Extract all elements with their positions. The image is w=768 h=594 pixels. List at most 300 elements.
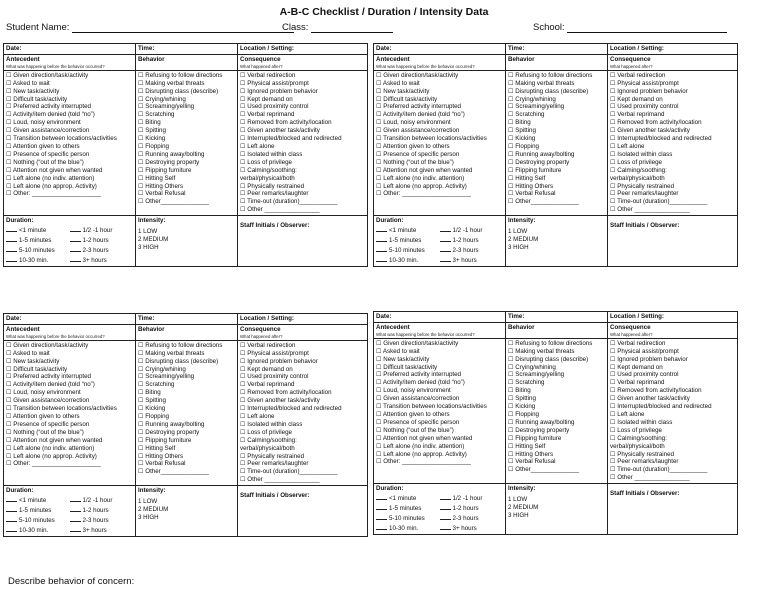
checklist-item[interactable]: ☐ Other______________ (138, 468, 209, 476)
checklist-item[interactable]: ☐ Left alone (610, 410, 645, 418)
checklist-item[interactable]: ☐ Loud, noisy environment (6, 389, 81, 397)
duration-option[interactable] (6, 235, 70, 245)
checklist-item[interactable]: ☐ Other: ____________________ (6, 460, 102, 468)
checklist-item[interactable]: ☐ Kicking (138, 135, 166, 143)
checklist-item[interactable]: ☐ Other______________ (508, 466, 579, 474)
location-field[interactable]: Location / Setting: (610, 45, 664, 52)
checklist-item[interactable]: ☐ Other______________ (508, 198, 579, 206)
checklist-item[interactable]: ☐ Left alone (no indiv. attention) (376, 442, 465, 450)
intensity-option[interactable]: 2 MEDIUM (508, 503, 539, 511)
checklist-item[interactable]: ☐ Verbal redirection (610, 71, 666, 79)
checklist-item[interactable]: ☐ Left alone (no approp. Activity) (6, 182, 97, 190)
duration-blank[interactable] (70, 225, 81, 232)
checklist-item[interactable]: ☐ Difficult task/activity (376, 363, 438, 371)
checklist-item[interactable]: ☐ Destroying property (138, 428, 200, 436)
checklist-item[interactable]: ☐ Preferred activity interrupted (6, 103, 91, 111)
checklist-item[interactable]: ☐ Physically restrained (610, 450, 675, 458)
duration-blank[interactable] (70, 235, 81, 242)
checklist-item[interactable]: ☐ Preferred activity interrupted (376, 103, 461, 111)
checklist-item[interactable]: ☐ Left alone (240, 142, 275, 150)
checklist-item[interactable]: ☐ Loud, noisy environment (376, 387, 451, 395)
checklist-item[interactable]: ☐ Used proximity control (610, 103, 679, 111)
checklist-item[interactable]: ☐ Crying/whining (138, 95, 186, 103)
checklist-item[interactable]: ☐ Given another task/activity (240, 127, 320, 135)
checklist-item[interactable]: ☐ Hitting Self (138, 444, 176, 452)
checklist-item[interactable]: ☐ Presence of specific person (6, 420, 90, 428)
checklist-item[interactable]: ☐ Left alone (610, 142, 645, 150)
checklist-item[interactable]: ☐ Nothing (“out of the blue”) (6, 158, 84, 166)
checklist-item[interactable]: ☐ Peer remarks/laughter (240, 460, 309, 468)
duration-option[interactable] (376, 235, 440, 245)
checklist-item[interactable]: ☐ Used proximity control (240, 103, 309, 111)
checklist-item[interactable]: ☐ Attention given to others (6, 142, 80, 150)
checklist-item[interactable]: ☐ Physical assist/prompt (240, 349, 309, 357)
checklist-item[interactable]: ☐ Difficult task/activity (6, 95, 68, 103)
checklist-item[interactable]: ☐ Screaming/yelling (508, 103, 565, 111)
checklist-item[interactable]: ☐ Verbal redirection (240, 341, 296, 349)
duration-option[interactable] (440, 503, 504, 513)
checklist-item[interactable]: ☐ Interrupted/blocked and redirected (240, 135, 342, 143)
duration-blank[interactable] (440, 225, 451, 232)
checklist-item[interactable]: ☐ Given assistance/correction (376, 395, 460, 403)
checklist-item[interactable]: verbal/physical/both (240, 444, 295, 452)
checklist-item[interactable]: ☐ Transition between locations/activities (376, 135, 487, 143)
checklist-item[interactable]: ☐ Given another task/activity (240, 397, 320, 405)
duration-blank[interactable] (70, 515, 81, 522)
duration-blank[interactable] (6, 495, 17, 502)
checklist-item[interactable]: ☐ Kicking (138, 405, 166, 413)
checklist-item[interactable]: ☐ Other______________ (138, 198, 209, 206)
checklist-item[interactable]: ☐ Other ________________ (240, 206, 320, 214)
duration-option[interactable] (376, 493, 440, 503)
time-field[interactable]: Time: (506, 44, 608, 54)
checklist-item[interactable]: ☐ Given assistance/correction (376, 127, 460, 135)
checklist-item[interactable]: ☐ Physical assist/prompt (610, 79, 679, 87)
checklist-item[interactable]: ☐ Physical assist/prompt (610, 347, 679, 355)
checklist-item[interactable]: ☐ Asked to wait (6, 349, 50, 357)
checklist-item[interactable]: ☐ Given direction/task/activity (6, 341, 89, 349)
school-field[interactable] (533, 22, 727, 33)
duration-blank[interactable] (440, 245, 451, 252)
checklist-item[interactable]: ☐ Isolated within class (610, 418, 673, 426)
duration-option[interactable] (70, 495, 134, 505)
checklist-item[interactable]: ☐ Verbal Refusal (508, 190, 556, 198)
checklist-item[interactable]: ☐ Left alone (no indiv. attention) (6, 444, 95, 452)
checklist-item[interactable]: ☐ Hitting Self (508, 442, 546, 450)
duration-option[interactable] (376, 245, 440, 255)
duration-blank[interactable] (6, 235, 17, 242)
checklist-item[interactable]: ☐ Calming/soothing: (610, 434, 667, 442)
duration-blank[interactable] (70, 255, 81, 262)
checklist-item[interactable]: ☐ Nothing (“out of the blue”) (6, 428, 84, 436)
checklist-item[interactable]: ☐ Interrupted/blocked and redirected (240, 405, 342, 413)
intensity-option[interactable]: 3 HIGH (138, 513, 159, 521)
checklist-item[interactable]: ☐ Spitting (138, 397, 166, 405)
duration-option[interactable] (440, 235, 504, 245)
checklist-item[interactable]: ☐ Kept demand on (240, 365, 293, 373)
checklist-item[interactable]: ☐ Peer remarks/laughter (240, 190, 309, 198)
time-field[interactable]: Time: (506, 312, 608, 322)
intensity-option[interactable]: 3 HIGH (138, 243, 159, 251)
checklist-item[interactable]: ☐ Loss of privilege (240, 158, 292, 166)
checklist-item[interactable]: ☐ Verbal reprimand (240, 111, 295, 119)
duration-option[interactable] (70, 525, 134, 535)
duration-option[interactable] (440, 493, 504, 503)
checklist-item[interactable]: ☐ New task/activity (6, 357, 60, 365)
checklist-item[interactable]: ☐ Attention given to others (6, 412, 80, 420)
checklist-item[interactable]: ☐ New task/activity (376, 355, 430, 363)
checklist-item[interactable]: ☐ Activity/item denied (told “no”) (376, 379, 465, 387)
checklist-item[interactable]: ☐ Given assistance/correction (6, 397, 90, 405)
checklist-item[interactable]: ☐ Left alone (no approp. Activity) (376, 450, 467, 458)
checklist-item[interactable]: ☐ Time-out (duration)___________ (610, 198, 708, 206)
duration-option[interactable] (376, 503, 440, 513)
checklist-item[interactable]: ☐ Running away/bolting (138, 420, 205, 428)
checklist-item[interactable]: ☐ Hitting Others (508, 182, 554, 190)
checklist-item[interactable]: ☐ Spitting (138, 127, 166, 135)
checklist-item[interactable]: ☐ Time-out (duration)___________ (610, 466, 708, 474)
duration-blank[interactable] (376, 225, 387, 232)
duration-option[interactable] (6, 505, 70, 515)
checklist-item[interactable]: ☐ Given direction/task/activity (376, 339, 459, 347)
location-field[interactable]: Location / Setting: (240, 45, 294, 52)
duration-option[interactable] (376, 255, 440, 265)
time-field[interactable]: Time: (136, 314, 238, 324)
checklist-item[interactable]: ☐ Biting (508, 387, 531, 395)
duration-option[interactable] (70, 255, 134, 265)
checklist-item[interactable]: ☐ Making verbal threats (138, 349, 205, 357)
checklist-item[interactable]: ☐ Spitting (508, 127, 536, 135)
duration-blank[interactable] (6, 225, 17, 232)
checklist-item[interactable]: ☐ Attention given to others (376, 410, 450, 418)
checklist-item[interactable]: ☐ Used proximity control (240, 373, 309, 381)
checklist-item[interactable]: ☐ Asked to wait (376, 347, 420, 355)
checklist-item[interactable]: ☐ Hitting Others (138, 182, 184, 190)
duration-blank[interactable] (440, 503, 451, 510)
checklist-item[interactable]: ☐ Flipping furniture (508, 434, 562, 442)
duration-blank[interactable] (376, 503, 387, 510)
checklist-item[interactable]: ☐ New task/activity (6, 87, 60, 95)
checklist-item[interactable]: ☐ Transition between locations/activities (376, 403, 487, 411)
checklist-item[interactable]: ☐ Isolated within class (240, 420, 303, 428)
checklist-item[interactable]: ☐ Running away/bolting (508, 418, 575, 426)
checklist-item[interactable]: ☐ Calming/soothing: (240, 166, 297, 174)
checklist-item[interactable]: ☐ Destroying property (508, 426, 570, 434)
duration-blank[interactable] (376, 513, 387, 520)
intensity-option[interactable]: 2 MEDIUM (138, 505, 169, 513)
duration-option[interactable] (70, 515, 134, 525)
duration-option[interactable] (440, 245, 504, 255)
checklist-item[interactable]: verbal/physical/both (240, 174, 295, 182)
checklist-item[interactable]: ☐ Difficult task/activity (6, 365, 68, 373)
checklist-item[interactable]: ☐ New task/activity (376, 87, 430, 95)
checklist-item[interactable]: ☐ Loud, noisy environment (6, 119, 81, 127)
checklist-item[interactable]: ☐ Verbal reprimand (610, 111, 665, 119)
checklist-item[interactable]: ☐ Refusing to follow directions (508, 339, 593, 347)
duration-option[interactable] (440, 225, 504, 235)
checklist-item[interactable]: ☐ Kicking (508, 135, 536, 143)
date-field[interactable]: Date: (4, 314, 136, 324)
checklist-item[interactable]: ☐ Spitting (508, 395, 536, 403)
checklist-item[interactable]: ☐ Scratching (508, 111, 545, 119)
duration-option[interactable] (6, 515, 70, 525)
checklist-item[interactable]: ☐ Ignored problem behavior (610, 87, 688, 95)
checklist-item[interactable]: ☐ Making verbal threats (508, 79, 575, 87)
duration-option[interactable] (70, 245, 134, 255)
checklist-item[interactable]: ☐ Disrupting class (describe) (138, 87, 219, 95)
checklist-item[interactable]: ☐ Disrupting class (describe) (508, 87, 589, 95)
duration-blank[interactable] (440, 493, 451, 500)
checklist-item[interactable]: ☐ Interrupted/blocked and redirected (610, 403, 712, 411)
checklist-item[interactable]: ☐ Given another task/activity (610, 395, 690, 403)
intensity-option[interactable]: 1 LOW (508, 496, 528, 504)
checklist-item[interactable]: ☐ Refusing to follow directions (138, 71, 223, 79)
checklist-item[interactable]: ☐ Running away/bolting (138, 150, 205, 158)
checklist-item[interactable]: ☐ Scratching (508, 379, 545, 387)
checklist-item[interactable]: ☐ Preferred activity interrupted (6, 373, 91, 381)
checklist-item[interactable]: ☐ Crying/whining (508, 95, 556, 103)
checklist-item[interactable]: ☐ Attention not given when wanted (6, 166, 103, 174)
intensity-option[interactable]: 1 LOW (508, 228, 528, 236)
checklist-item[interactable]: ☐ Other: ____________________ (376, 458, 472, 466)
checklist-item[interactable]: ☐ Physical assist/prompt (240, 79, 309, 87)
duration-option[interactable] (440, 523, 504, 533)
checklist-item[interactable]: ☐ Physically restrained (610, 182, 675, 190)
checklist-item[interactable]: ☐ Presence of specific person (376, 418, 460, 426)
checklist-item[interactable]: ☐ Verbal reprimand (240, 381, 295, 389)
duration-blank[interactable] (376, 235, 387, 242)
checklist-item[interactable]: ☐ Other ________________ (240, 476, 320, 484)
duration-blank[interactable] (376, 255, 387, 262)
checklist-item[interactable]: ☐ Nothing (“out of the blue”) (376, 158, 454, 166)
checklist-item[interactable]: ☐ Left alone (no approp. Activity) (376, 182, 467, 190)
checklist-item[interactable]: ☐ Crying/whining (508, 363, 556, 371)
checklist-item[interactable]: ☐ Scratching (138, 381, 175, 389)
checklist-item[interactable]: ☐ Peer remarks/laughter (610, 190, 679, 198)
checklist-item[interactable]: ☐ Flopping (508, 410, 540, 418)
checklist-item[interactable]: ☐ Flopping (138, 142, 170, 150)
checklist-item[interactable]: ☐ Scratching (138, 111, 175, 119)
duration-option[interactable] (376, 513, 440, 523)
checklist-item[interactable]: ☐ Hitting Others (138, 452, 184, 460)
checklist-item[interactable]: ☐ Loss of privilege (610, 426, 662, 434)
checklist-item[interactable]: ☐ Kept demand on (240, 95, 293, 103)
checklist-item[interactable]: ☐ Presence of specific person (6, 150, 90, 158)
checklist-item[interactable]: ☐ Kept demand on (610, 95, 663, 103)
staff-initials-field[interactable]: Staff Initials / Observer: (610, 490, 680, 498)
checklist-item[interactable]: ☐ Destroying property (138, 158, 200, 166)
checklist-item[interactable]: ☐ Flopping (138, 412, 170, 420)
checklist-item[interactable]: ☐ Physically restrained (240, 452, 305, 460)
checklist-item[interactable]: ☐ Given direction/task/activity (6, 71, 89, 79)
checklist-item[interactable]: ☐ Transition between locations/activities (6, 135, 117, 143)
duration-blank[interactable] (6, 525, 17, 532)
duration-label: 5-10 minutes (389, 514, 425, 522)
student-name-field[interactable] (6, 22, 294, 33)
checklist-item[interactable]: ☐ Making verbal threats (508, 347, 575, 355)
checklist-item[interactable]: ☐ Biting (138, 119, 161, 127)
duration-blank[interactable] (376, 493, 387, 500)
duration-option[interactable] (70, 505, 134, 515)
checklist-item[interactable]: ☐ Attention not given when wanted (6, 436, 103, 444)
staff-initials-field[interactable]: Staff Initials / Observer: (610, 222, 680, 230)
checklist-item[interactable]: ☐ Physically restrained (240, 182, 305, 190)
duration-blank[interactable] (440, 523, 451, 530)
duration-option[interactable] (6, 225, 70, 235)
checklist-item[interactable]: ☐ Other: ____________________ (376, 190, 472, 198)
checklist-item[interactable]: ☐ Hitting Others (508, 450, 554, 458)
checklist-item[interactable]: ☐ Given direction/task/activity (376, 71, 459, 79)
staff-initials-field[interactable]: Staff Initials / Observer: (240, 492, 310, 500)
date-field[interactable]: Date: (4, 44, 136, 54)
checklist-item[interactable]: ☐ Verbal Refusal (138, 190, 186, 198)
checklist-item[interactable]: ☐ Left alone (no approp. Activity) (6, 452, 97, 460)
checklist-item[interactable]: ☐ Other ________________ (610, 474, 690, 482)
checklist-item[interactable]: ☐ Other ________________ (610, 206, 690, 214)
duration-blank[interactable] (440, 235, 451, 242)
duration-blank[interactable] (70, 525, 81, 532)
duration-option[interactable] (440, 255, 504, 265)
checklist-item[interactable]: ☐ Asked to wait (6, 79, 50, 87)
checklist-item[interactable]: ☐ Given another task/activity (610, 127, 690, 135)
duration-blank[interactable] (6, 505, 17, 512)
duration-blank[interactable] (70, 245, 81, 252)
checklist-item[interactable]: ☐ Calming/soothing: (610, 166, 667, 174)
duration-option[interactable] (70, 235, 134, 245)
time-field[interactable]: Time: (136, 44, 238, 54)
checklist-item[interactable]: ☐ Biting (508, 119, 531, 127)
checklist-item[interactable]: ☐ Screaming/yelling (508, 371, 565, 379)
checklist-item[interactable]: ☐ Disrupting class (describe) (138, 357, 219, 365)
checklist-item[interactable]: ☐ Ignored problem behavior (240, 357, 318, 365)
checklist-item[interactable]: ☐ Kept demand on (610, 363, 663, 371)
checklist-item[interactable]: ☐ Flipping furniture (508, 166, 562, 174)
checklist-item[interactable]: ☐ Verbal Refusal (508, 458, 556, 466)
checklist-item[interactable]: ☐ Left alone (no indiv. attention) (376, 174, 465, 182)
checklist-item[interactable]: ☐ Calming/soothing: (240, 436, 297, 444)
duration-option[interactable] (6, 245, 70, 255)
duration-blank[interactable] (70, 505, 81, 512)
checklist-item[interactable]: ☐ Destroying property (508, 158, 570, 166)
checklist-item[interactable]: ☐ Verbal redirection (240, 71, 296, 79)
duration-option[interactable] (70, 225, 134, 235)
checklist-item[interactable]: ☐ Interrupted/blocked and redirected (610, 135, 712, 143)
checklist-item[interactable]: ☐ Verbal reprimand (610, 379, 665, 387)
checklist-item[interactable]: verbal/physical/both (610, 442, 665, 450)
checklist-item[interactable]: ☐ Screaming/yelling (138, 103, 195, 111)
checklist-item[interactable]: ☐ Given assistance/correction (6, 127, 90, 135)
checklist-item[interactable]: ☐ Flipping furniture (138, 436, 192, 444)
checklist-item[interactable]: ☐ Isolated within class (240, 150, 303, 158)
checklist-item[interactable]: ☐ Making verbal threats (138, 79, 205, 87)
checklist-item[interactable]: ☐ Attention not given when wanted (376, 434, 473, 442)
duration-blank[interactable] (6, 255, 17, 262)
duration-option[interactable] (376, 523, 440, 533)
duration-blank[interactable] (70, 495, 81, 502)
checklist-item[interactable]: ☐ Crying/whining (138, 365, 186, 373)
intensity-option[interactable]: 2 MEDIUM (508, 235, 539, 243)
checklist-item[interactable]: ☐ Flopping (508, 142, 540, 150)
duration-blank[interactable] (440, 255, 451, 262)
duration-option[interactable] (6, 495, 70, 505)
checklist-item[interactable]: ☐ Presence of specific person (376, 150, 460, 158)
checklist-item[interactable]: ☐ Biting (138, 389, 161, 397)
checklist-item[interactable]: ☐ Loss of privilege (610, 158, 662, 166)
duration-blank[interactable] (376, 245, 387, 252)
duration-option[interactable] (6, 525, 70, 535)
checklist-item[interactable]: ☐ Verbal redirection (610, 339, 666, 347)
checklist-item[interactable]: ☐ Loss of privilege (240, 428, 292, 436)
duration-option[interactable] (6, 255, 70, 265)
location-field[interactable]: Location / Setting: (610, 313, 664, 320)
staff-initials-field[interactable]: Staff Initials / Observer: (240, 222, 310, 230)
checklist-item[interactable]: ☐ Activity/item denied (told “no”) (6, 381, 95, 389)
class-field[interactable] (282, 22, 393, 33)
location-field[interactable]: Location / Setting: (240, 315, 294, 322)
checklist-item[interactable]: ☐ Asked to wait (376, 79, 420, 87)
checklist-item[interactable]: ☐ Flipping furniture (138, 166, 192, 174)
checklist-item[interactable]: ☐ Activity/item denied (told “no”) (376, 111, 465, 119)
checklist-item[interactable]: ☐ Running away/bolting (508, 150, 575, 158)
intensity-option[interactable]: 1 LOW (138, 498, 158, 506)
checklist-item[interactable]: ☐ Kicking (508, 403, 536, 411)
checklist-item[interactable]: ☐ Removed from activity/location (610, 119, 702, 127)
intensity-option[interactable]: 3 HIGH (508, 511, 529, 519)
checklist-item[interactable]: ☐ Removed from activity/location (240, 119, 332, 127)
checklist-item[interactable]: ☐ Attention given to others (376, 142, 450, 150)
checklist-item[interactable]: ☐ Nothing (“out of the blue”) (376, 426, 454, 434)
checklist-item[interactable]: ☐ Preferred activity interrupted (376, 371, 461, 379)
checklist-item[interactable]: ☐ Disrupting class (describe) (508, 355, 589, 363)
duration-blank[interactable] (6, 515, 17, 522)
intensity-option[interactable]: 2 MEDIUM (138, 235, 169, 243)
date-field[interactable]: Date: (374, 312, 506, 322)
checklist-item[interactable]: ☐ Verbal Refusal (138, 460, 186, 468)
checklist-item[interactable]: ☐ Ignored problem behavior (610, 355, 688, 363)
checklist-item[interactable]: ☐ Attention not given when wanted (376, 166, 473, 174)
duration-blank[interactable] (376, 523, 387, 530)
checklist-item[interactable]: ☐ Left alone (240, 412, 275, 420)
duration-option[interactable] (440, 513, 504, 523)
checklist-item[interactable]: ☐ Isolated within class (610, 150, 673, 158)
date-field[interactable]: Date: (374, 44, 506, 54)
checklist-item[interactable]: ☐ Time-out (duration)___________ (240, 198, 338, 206)
checklist-item[interactable]: ☐ Hitting Self (138, 174, 176, 182)
checklist-item[interactable]: ☐ Screaming/yelling (138, 373, 195, 381)
checklist-item[interactable]: verbal/physical/both (610, 174, 665, 182)
checklist-item[interactable]: ☐ Used proximity control (610, 371, 679, 379)
duration-blank[interactable] (6, 245, 17, 252)
duration-blank[interactable] (440, 513, 451, 520)
checklist-item[interactable]: ☐ Refusing to follow directions (138, 341, 223, 349)
checklist-item[interactable]: ☐ Transition between locations/activities (6, 405, 117, 413)
checklist-item[interactable]: ☐ Removed from activity/location (240, 389, 332, 397)
intensity-option[interactable]: 3 HIGH (508, 243, 529, 251)
checklist-item[interactable]: ☐ Hitting Self (508, 174, 546, 182)
checklist-item[interactable]: ☐ Loud, noisy environment (376, 119, 451, 127)
checklist-item[interactable]: ☐ Time-out (duration)___________ (240, 468, 338, 476)
checklist-item[interactable]: ☐ Activity/item denied (told “no”) (6, 111, 95, 119)
checklist-item[interactable]: ☐ Peer remarks/laughter (610, 458, 679, 466)
checklist-item[interactable]: ☐ Left alone (no indiv. attention) (6, 174, 95, 182)
checklist-item[interactable]: ☐ Removed from activity/location (610, 387, 702, 395)
checklist-item[interactable]: ☐ Refusing to follow directions (508, 71, 593, 79)
checklist-item[interactable]: ☐ Ignored problem behavior (240, 87, 318, 95)
checklist-item[interactable]: ☐ Other: ____________________ (6, 190, 102, 198)
checklist-item[interactable]: ☐ Difficult task/activity (376, 95, 438, 103)
duration-option[interactable] (376, 225, 440, 235)
intensity-option[interactable]: 1 LOW (138, 228, 158, 236)
